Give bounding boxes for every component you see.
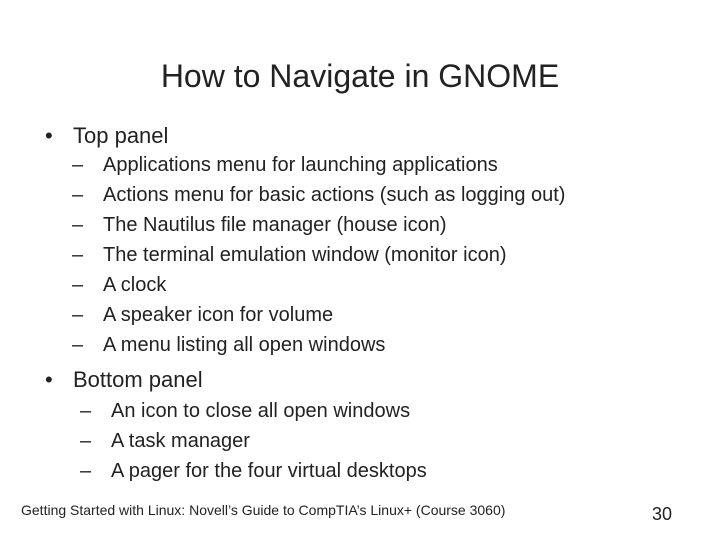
- bullet-heading: Bottom panel: [73, 367, 203, 392]
- sub-item-text: The terminal emulation window (monitor icon): [103, 244, 507, 266]
- sub-item: [72, 210, 447, 240]
- dash-icon: –: [80, 400, 92, 422]
- sub-item-text: An icon to close all open windows: [111, 400, 411, 422]
- page-number: 30: [651, 504, 672, 524]
- sub-item-text: The Nautilus file manager (house icon): [103, 214, 447, 236]
- bullet-heading: Top panel: [73, 123, 169, 148]
- bullet-icon: •: [45, 367, 53, 392]
- sub-item-text: A menu listing all open windows: [103, 334, 386, 356]
- sub-item: [72, 270, 166, 300]
- sub-item: [80, 396, 410, 426]
- sub-item-text: A clock: [103, 274, 167, 296]
- bullet-icon: •: [45, 123, 53, 148]
- dash-icon: –: [80, 430, 92, 452]
- slide-title: How to Navigate in GNOME: [160, 58, 560, 94]
- sub-item-text: A task manager: [111, 430, 250, 452]
- dash-icon: –: [72, 334, 84, 356]
- sub-item-text: A pager for the four virtual desktops: [111, 460, 427, 482]
- sub-item-text: Applications menu for launching applications: [103, 154, 498, 176]
- sub-item-text: Actions menu for basic actions (such as logging out): [103, 184, 566, 206]
- bullet-bottom-panel: [45, 366, 203, 394]
- sub-item: [80, 456, 427, 486]
- sub-item: [72, 150, 498, 180]
- sub-item: [80, 426, 250, 456]
- sub-item: [72, 240, 507, 270]
- dash-icon: –: [72, 274, 84, 296]
- dash-icon: –: [72, 304, 84, 326]
- dash-icon: –: [72, 244, 84, 266]
- sub-item: [72, 330, 385, 360]
- slide-footer: Getting Started with Linux: Novell’s Guide to CompTIA’s Linux+ (Course 3060): [21, 502, 506, 518]
- sub-item-text: A speaker icon for volume: [103, 304, 334, 326]
- dash-icon: –: [80, 460, 92, 482]
- sub-item: [72, 300, 333, 330]
- dash-icon: –: [72, 184, 84, 206]
- dash-icon: –: [72, 154, 84, 176]
- dash-icon: –: [72, 214, 84, 236]
- bullet-top-panel: [45, 122, 168, 150]
- sub-item: [72, 180, 565, 210]
